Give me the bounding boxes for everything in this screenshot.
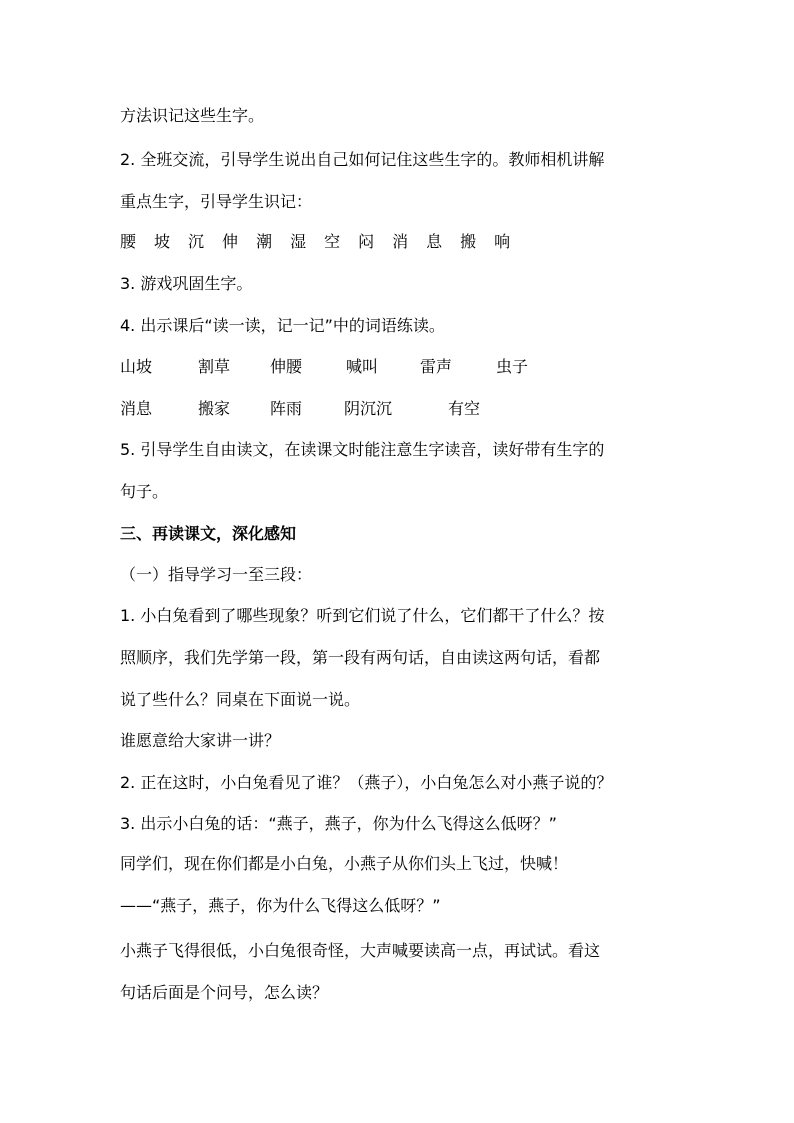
character: 息 — [426, 232, 443, 251]
character: 闷 — [358, 232, 375, 251]
character: 消 — [392, 232, 409, 251]
character: 湿 — [290, 232, 307, 251]
text-line: 3. 出示小白兔的话：“燕子，燕子，你为什么飞得这么低呀？” — [120, 814, 557, 833]
word: 伸腰 — [270, 357, 303, 376]
word: 山坡 — [120, 357, 153, 376]
word: 虫子 — [496, 357, 529, 376]
text-line: 小燕子飞得很低，小白兔很奇怪，大声喊要读高一点，再试试。看这 — [120, 941, 601, 960]
text-line: 句话后面是个问号，怎么读？ — [120, 983, 329, 1002]
text-line: 说了些什么？同桌在下面说一说。 — [120, 690, 361, 709]
character: 潮 — [256, 232, 273, 251]
word: 割草 — [198, 357, 231, 376]
character: 伸 — [222, 232, 239, 251]
text-line: 照顺序，我们先学第一段，第一段有两句话，自由读这两句话，看都 — [120, 648, 601, 667]
word: 搬家 — [198, 399, 231, 418]
text-line: ——“燕子，燕子，你为什么飞得这么低呀？” — [120, 896, 441, 915]
text-line: 句子。 — [120, 482, 169, 501]
subsection-heading: （一）指导学习一至三段： — [120, 565, 313, 584]
text-line: 5. 引导学生自由读文，在读课文时能注意生字读音，读好带有生字的 — [120, 440, 605, 459]
character: 腰 — [120, 232, 137, 251]
character: 坡 — [154, 232, 171, 251]
word-list-row-2 — [120, 399, 680, 419]
text-line: 谁愿意给大家讲一讲？ — [120, 731, 281, 750]
text-line: 重点生字，引导学生识记： — [120, 192, 313, 211]
character: 沉 — [188, 232, 205, 251]
text-line: 同学们，现在你们都是小白兔，小燕子从你们头上飞过，快喊！ — [120, 854, 569, 873]
character: 空 — [324, 232, 341, 251]
word-list-row-1 — [120, 357, 680, 377]
word: 阴沉沉 — [344, 399, 393, 418]
word: 消息 — [120, 399, 153, 418]
word: 喊叫 — [346, 357, 379, 376]
section-heading: 三、再读课文，深化感知 — [120, 524, 297, 543]
text-line: 方法识记这些生字。 — [120, 106, 265, 125]
text-line: 1. 小白兔看到了哪些现象？听到它们说了什么，它们都干了什么？按 — [120, 606, 605, 625]
word: 雷声 — [420, 357, 453, 376]
text-line: 2. 全班交流，引导学生说出自己如何记住这些生字的。教师相机讲解 — [120, 150, 605, 169]
character: 响 — [494, 232, 511, 251]
text-line: 4. 出示课后“读一读，记一记”中的词语练读。 — [120, 316, 445, 335]
character: 搬 — [460, 232, 477, 251]
word: 阵雨 — [270, 399, 303, 418]
word: 有空 — [448, 399, 481, 418]
character-list — [120, 232, 528, 252]
text-line: 2. 正在这时，小白兔看见了谁？（燕子），小白兔怎么对小燕子说的？ — [120, 773, 613, 792]
text-line: 3. 游戏巩固生字。 — [120, 274, 253, 293]
